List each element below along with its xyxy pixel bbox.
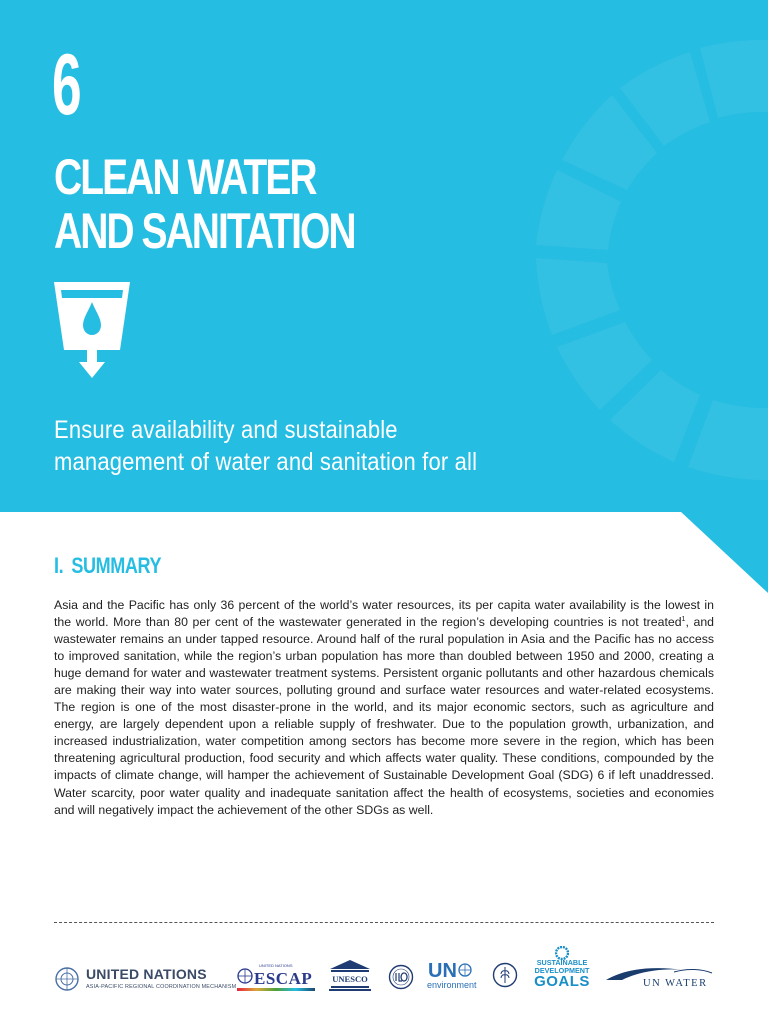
un-environment-subtext: environment <box>427 980 477 990</box>
un-environment-logo: UN <box>428 960 457 982</box>
partner-logos-row <box>54 946 716 1006</box>
water-glass-drop-icon <box>52 280 132 380</box>
sdg-logo-goals: GOALS <box>534 973 590 990</box>
unesco-logo-text: UNESCO <box>332 974 368 984</box>
summary-text-part-1: Asia and the Pacific has only 36 percent of the world’s water resources, its per capita water availability is the lowest in the world. More than 80 per cent of the wastewater generated in the region’s developing countries is not treated <box>54 598 714 630</box>
un-water-logo: UN WATER <box>643 978 708 989</box>
section-number: I. <box>54 553 64 578</box>
fao-logo <box>492 962 518 988</box>
unesco-logo <box>328 958 372 992</box>
corner-triangle-decoration <box>680 511 768 593</box>
sdg-logo-line-2: DEVELOPMENT <box>534 966 590 975</box>
section-heading <box>54 553 161 579</box>
section-title: SUMMARY <box>71 553 162 578</box>
un-environment-emblem-icon <box>458 963 472 977</box>
footnote-reference[interactable]: 1 <box>681 616 686 624</box>
goal-title-line-2: AND SANITATION <box>54 203 355 259</box>
un-logo-text: UNITED NATIONS <box>86 966 207 982</box>
escap-top-text: UNITED NATIONS <box>259 963 293 968</box>
sdg-logo-line-1: SUSTAINABLE <box>536 958 588 967</box>
footer-divider <box>54 922 714 923</box>
summary-paragraph <box>54 597 714 819</box>
goal-subtitle-line-1: Ensure availability and sustainable <box>54 416 398 444</box>
summary-text-part-2: , and wastewater remains an under tapped resource. Around half of the rural population in Asia and the Pacific has no access to improved sanitation, while the region’s urban population has more than doubled between 1950 and 2000, creating a huge demand for water and wastewater treatment systems. Persistent organic pollutants and other hazardous chemicals are making their way into water sources, polluting ground and surface water resources and water-related ecosystems. The region is one of the most disaster-prone in the world, and its major economic sectors, such as agriculture and energy, are largely dependent upon a reliable supply of freshwater. Due to the population growth, urbanization, and increased industrialization, water competition among sectors has become more severe in the region, which has been threatening agricultural production, food security and which affects water quality. These conditions, compounded by the impacts of climate change, will hamper the achievement of Sustainable Development Goal (SDG) 6 if left unaddressed. Water scarcity, poor water quality and inadequate sanitation affect the health of ecosystems, societies and economies and will negatively impact the achievement of the other SDGs as well. <box>54 615 714 817</box>
ilo-logo <box>388 964 414 990</box>
goal-title <box>54 150 460 258</box>
goal-title-line-1: CLEAN WATER <box>54 149 316 205</box>
escap-emblem-icon <box>237 968 253 984</box>
un-emblem-icon <box>54 966 80 992</box>
escap-logo: ESCAP <box>254 969 313 988</box>
goal-subtitle-line-2: management of water and sanitation for all <box>54 448 478 476</box>
goal-subtitle <box>54 414 547 478</box>
un-logo-subtext: ASIA-PACIFIC REGIONAL COORDINATION MECHANISM <box>86 984 237 990</box>
goal-number: 6 <box>52 37 81 133</box>
escap-colour-bar <box>237 988 315 991</box>
